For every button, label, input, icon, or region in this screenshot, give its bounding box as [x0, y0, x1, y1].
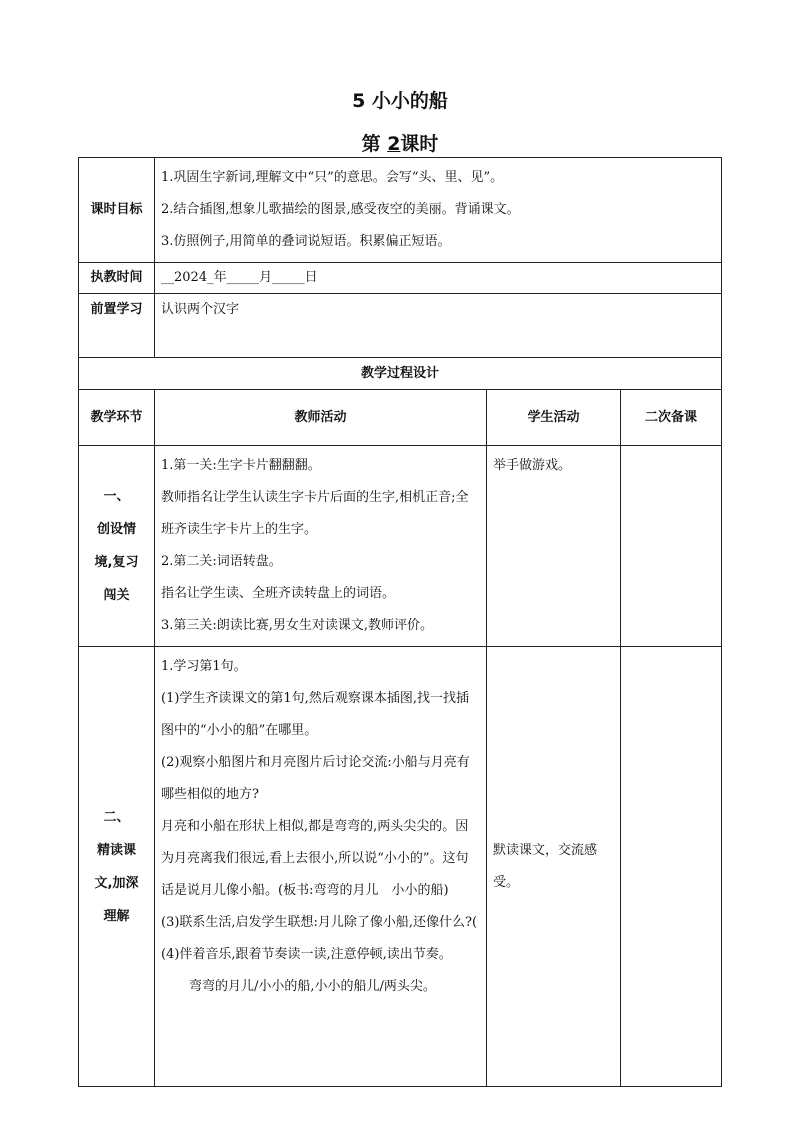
subtitle-suffix: 课时: [400, 133, 439, 155]
goal-item: 3.仿照例子,用简单的叠词说短语。积累偏正短语。: [161, 234, 451, 249]
goals-label: 课时目标: [79, 158, 155, 263]
column-header: 教师活动: [155, 390, 487, 446]
student-activity: 举手做游戏。: [487, 446, 621, 647]
section-label: [79, 647, 155, 1087]
goal-item: 2.结合插图,想象儿歌描绘的图景,感受夜空的美丽。背诵课文。: [161, 202, 520, 217]
pre-study-value: 认识两个汉字: [155, 294, 722, 358]
time-row: [79, 263, 722, 294]
lesson-title: 5 小小的船: [352, 90, 448, 112]
teacher-activity: [155, 647, 487, 1087]
teacher-activity: [155, 446, 487, 647]
second-prep: [621, 647, 722, 1087]
teacher-line: 2.第二关:词语转盘。: [161, 554, 282, 569]
section-label-line: 闯关: [103, 588, 130, 603]
time-label: 执教时间: [79, 263, 155, 294]
pre-study-label: 前置学习: [79, 294, 155, 358]
column-header-row: [79, 390, 722, 446]
goals-cell: [155, 158, 722, 263]
lesson-plan-table: [78, 157, 722, 1087]
process-title-row: [79, 358, 722, 390]
teacher-line: (2)观察小船图片和月亮图片后讨论交流:小船与月亮有哪些相似的地方?: [161, 755, 470, 802]
section-label-line: 境,复习: [94, 555, 139, 570]
column-header: 学生活动: [487, 390, 621, 446]
teacher-line: 弯弯的月儿/小小的船,小小的船儿/两头尖。: [189, 979, 436, 994]
teacher-line: 1.第一关:生字卡片翻翻翻。: [161, 458, 321, 473]
section-label-line: 二、: [103, 809, 130, 825]
teacher-line: 1.学习第1句。: [161, 659, 247, 674]
goals-row: [79, 158, 722, 263]
section-label-line: 文,加深: [94, 875, 139, 891]
pre-study-row: [79, 294, 722, 358]
column-header: 二次备课: [621, 390, 722, 446]
section-label-line: 理解: [103, 908, 130, 924]
teacher-line: 指名让学生读、全班齐读转盘上的词语。: [161, 586, 396, 601]
subtitle-number: 2: [387, 133, 401, 155]
teacher-line: 教师指名让学生认读生字卡片后面的生字,相机正音;全班齐读生字卡片上的生字。: [161, 490, 469, 537]
time-value: __2024_年_____月_____日: [155, 263, 722, 294]
section-row: [79, 647, 722, 1087]
process-title: 教学过程设计: [79, 358, 722, 390]
section-row: [79, 446, 722, 647]
subtitle-prefix: 第: [361, 133, 388, 155]
student-activity: 默读课文，交流感受。: [487, 647, 621, 1087]
section-label-line: 创设情: [96, 522, 136, 537]
second-prep: [621, 446, 722, 647]
goal-item: 1.巩固生字新词,理解文中“只”的意思。会写“头、里、见”。: [161, 170, 504, 185]
teacher-line: (4)伴着音乐,跟着节奏读一读,注意停顿,读出节奏。: [161, 947, 452, 962]
teacher-line: (3)联系生活,启发学生联想:月儿除了像小船,还像什么?(: [161, 915, 478, 930]
teacher-line: 月亮和小船在形状上相似,都是弯弯的,两头尖尖的。因为月亮离我们很远,看上去很小,所以说“小小的”。这句话是说月儿像小船。(板书:弯弯的月儿 小小的船): [161, 819, 469, 898]
column-header: 教学环节: [79, 390, 155, 446]
lesson-subtitle: [0, 129, 800, 156]
teacher-line: (1)学生齐读课文的第1句,然后观察课本插图,找一找插图中的“小小的船”在哪里。: [161, 691, 469, 738]
section-label-line: 一、: [103, 489, 130, 504]
teacher-line: 3.第三关:朗读比赛,男女生对读课文,教师评价。: [161, 618, 434, 633]
section-label: [79, 446, 155, 647]
section-label-line: 精读课: [96, 842, 136, 858]
